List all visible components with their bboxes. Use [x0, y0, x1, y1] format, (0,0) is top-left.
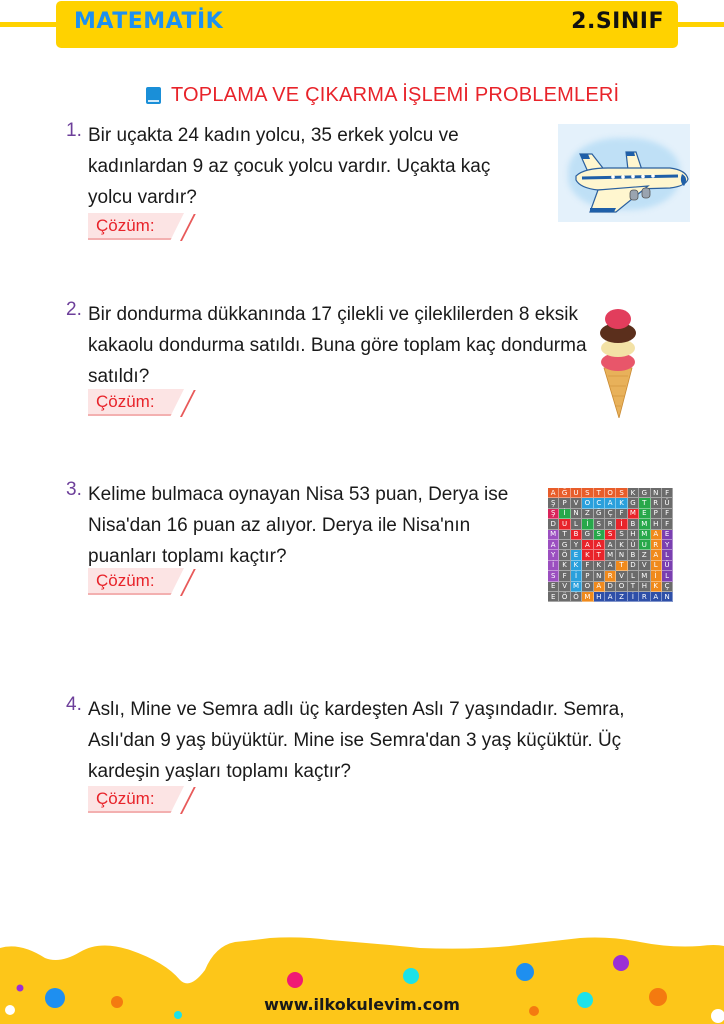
word-search-cell: Ğ: [594, 509, 605, 519]
word-search-cell: L: [662, 550, 673, 560]
word-search-cell: P: [651, 509, 662, 519]
word-search-cell: M: [639, 571, 650, 581]
word-search-cell: Z: [616, 592, 627, 602]
word-search-cell: K: [594, 561, 605, 571]
word-search-cell: Ç: [605, 509, 616, 519]
word-search-cell: N: [662, 592, 673, 602]
word-search-cell: D: [628, 561, 639, 571]
word-search-cell: R: [639, 592, 650, 602]
question-text: [88, 694, 624, 787]
word-search-cell: R: [651, 498, 662, 508]
word-search-cell: E: [571, 550, 582, 560]
word-search-cell: K: [559, 561, 570, 571]
question-number: 1.: [66, 120, 82, 141]
word-search-cell: K: [616, 498, 627, 508]
question-line: kardeşin yaşları toplamı kaçtır?: [88, 761, 351, 782]
word-search-cell: A: [605, 498, 616, 508]
question-line: Aslı, Mine ve Semra adlı üç kardeşten Aslı 7 yaşındadır. Semra,: [88, 699, 625, 720]
word-search-cell: A: [605, 561, 616, 571]
word-search-cell: V: [559, 582, 570, 592]
word-search-cell: N: [616, 550, 627, 560]
word-search-cell: B: [571, 530, 582, 540]
word-search-cell: T: [559, 530, 570, 540]
word-search-cell: M: [582, 592, 593, 602]
word-search-cell: D: [548, 519, 559, 529]
question-line: yolcu vardır?: [88, 187, 197, 208]
word-search-cell: M: [639, 519, 650, 529]
airplane-icon: [558, 124, 690, 222]
word-search-cell: B: [628, 519, 639, 529]
question-number: 2.: [66, 299, 82, 320]
word-search-cell: S: [616, 488, 627, 498]
question-line: Aslı'dan 9 yaş büyüktür. Mine ise Semra'dan 3 yaş küçüktür. Üç: [88, 730, 622, 751]
solution-tag-slash: [180, 787, 196, 814]
question-line: Bir dondurma dükkanında 17 çilekli ve çileklilerden 8 eksik: [88, 304, 579, 325]
solution-tag-slash: [180, 390, 196, 417]
word-search-cell: F: [662, 519, 673, 529]
word-search-cell: Ö: [559, 550, 570, 560]
word-search-cell: R: [605, 519, 616, 529]
solution-tag-slash: [180, 214, 196, 241]
word-search-cell: A: [651, 530, 662, 540]
word-search-cell: G: [559, 540, 570, 550]
word-search-cell: U: [639, 540, 650, 550]
word-search-cell: O: [582, 582, 593, 592]
word-search-cell: N: [594, 571, 605, 581]
word-search-cell: M: [628, 509, 639, 519]
word-search-cell: M: [548, 530, 559, 540]
word-search-cell: E: [548, 582, 559, 592]
word-search-cell: V: [616, 571, 627, 581]
word-search-cell: Ü: [662, 561, 673, 571]
worksheet-title-row: [146, 84, 619, 107]
word-search-cell: H: [594, 592, 605, 602]
word-search-cell: N: [651, 488, 662, 498]
word-search-cell: R: [605, 571, 616, 581]
word-search-cell: N: [571, 509, 582, 519]
word-search-cell: Ö: [571, 592, 582, 602]
word-search-cell: P: [582, 571, 593, 581]
question-line: kadınlardan 9 az çocuk yolcu vardır. Uçakta kaç: [88, 156, 491, 177]
question-text: [88, 299, 587, 392]
word-search-cell: A: [605, 592, 616, 602]
word-search-cell: G: [639, 488, 650, 498]
word-search-puzzle: [548, 488, 674, 602]
word-search-cell: H: [628, 530, 639, 540]
word-search-cell: L: [571, 519, 582, 529]
word-search-cell: S: [594, 519, 605, 529]
word-search-cell: H: [651, 519, 662, 529]
word-search-cell: İ: [559, 509, 570, 519]
word-search-cell: A: [548, 540, 559, 550]
word-search-cell: A: [651, 592, 662, 602]
word-search-cell: Ş: [548, 509, 559, 519]
word-search-cell: Ü: [628, 540, 639, 550]
word-search-cell: M: [605, 550, 616, 560]
word-search-cell: K: [651, 582, 662, 592]
solution-label: Çözüm:: [96, 392, 155, 411]
word-search-cell: F: [662, 509, 673, 519]
word-search-cell: Ü: [662, 498, 673, 508]
word-search-cell: H: [639, 582, 650, 592]
word-search-cell: İ: [582, 519, 593, 529]
word-search-cell: İ: [628, 592, 639, 602]
word-search-cell: A: [605, 540, 616, 550]
word-search-cell: O: [605, 488, 616, 498]
ice-cream-cone-illustration: [598, 306, 638, 418]
solution-label: Çözüm:: [96, 216, 155, 235]
word-search-cell: A: [651, 550, 662, 560]
word-search-cell: Y: [548, 550, 559, 560]
word-search-cell: V: [571, 498, 582, 508]
question-line: kakaolu dondurma satıldı. Buna göre toplam kaç dondurma: [88, 335, 587, 356]
word-search-cell: S: [616, 530, 627, 540]
word-search-cell: P: [559, 498, 570, 508]
word-search-cell: S: [582, 488, 593, 498]
footer-website-url[interactable]: www.ilkokulevim.com: [264, 995, 460, 1014]
word-search-cell: F: [582, 561, 593, 571]
word-search-cell: L: [651, 561, 662, 571]
word-search-cell: E: [639, 509, 650, 519]
word-search-cell: S: [548, 571, 559, 581]
word-search-cell: B: [628, 550, 639, 560]
question-line: Kelime bulmaca oynayan Nisa 53 puan, Derya ise: [88, 484, 509, 505]
word-search-cell: F: [559, 571, 570, 581]
word-search-cell: M: [639, 530, 650, 540]
word-search-cell: T: [616, 561, 627, 571]
word-search-cell: T: [628, 582, 639, 592]
word-search-cell: T: [594, 550, 605, 560]
solution-label: Çözüm:: [96, 789, 155, 808]
question-text: [88, 479, 508, 572]
word-search-cell: A: [548, 488, 559, 498]
solution-area[interactable]: [88, 786, 184, 813]
word-search-cell: G: [628, 498, 639, 508]
subject-title: MATEMATİK: [74, 9, 224, 34]
word-search-cell: T: [594, 488, 605, 498]
question-line: Bir uçakta 24 kadın yolcu, 35 erkek yolcu ve: [88, 125, 459, 146]
word-search-cell: C: [594, 498, 605, 508]
airplane-illustration: [558, 124, 690, 222]
word-search-cell: F: [616, 509, 627, 519]
word-search-cell: L: [662, 571, 673, 581]
word-search-cell: A: [594, 582, 605, 592]
solution-area[interactable]: [88, 213, 184, 240]
word-search-cell: S: [605, 530, 616, 540]
word-search-cell: E: [548, 592, 559, 602]
word-search-cell: U: [571, 488, 582, 498]
word-search-cell: İ: [651, 571, 662, 581]
word-search-cell: D: [605, 582, 616, 592]
word-search-cell: Ç: [662, 582, 673, 592]
solution-tag-slash: [180, 569, 196, 596]
grade-label: 2.SINIF: [571, 9, 664, 34]
question-number: 4.: [66, 694, 82, 715]
solution-area[interactable]: [88, 389, 184, 416]
word-search-cell: Y: [571, 540, 582, 550]
question-line: satıldı?: [88, 366, 150, 387]
question-line: puanları toplamı kaçtır?: [88, 546, 287, 567]
word-search-cell: F: [662, 488, 673, 498]
word-search-cell: Ğ: [559, 488, 570, 498]
word-search-cell: G: [582, 530, 593, 540]
word-search-cell: K: [582, 550, 593, 560]
word-search-cell: Ö: [559, 592, 570, 602]
word-search-cell: Z: [639, 550, 650, 560]
word-search-cell: A: [582, 540, 593, 550]
word-search-cell: L: [628, 571, 639, 581]
word-search-cell: V: [639, 561, 650, 571]
question-text: [88, 120, 490, 213]
word-search-cell: R: [651, 540, 662, 550]
word-search-cell: K: [628, 488, 639, 498]
word-search-cell: M: [571, 582, 582, 592]
word-search-cell: S: [594, 530, 605, 540]
solution-label: Çözüm:: [96, 571, 155, 590]
question-line: Nisa'dan 16 puan az alıyor. Derya ile Nisa'nın: [88, 515, 471, 536]
word-search-cell: A: [594, 540, 605, 550]
word-search-cell: İ: [571, 571, 582, 581]
worksheet-title: TOPLAMA VE ÇIKARMA İŞLEMİ PROBLEMLERİ: [171, 84, 620, 106]
word-search-cell: O: [616, 582, 627, 592]
word-search-cell: U: [559, 519, 570, 529]
word-search-cell: Z: [582, 509, 593, 519]
word-search-cell: O: [582, 498, 593, 508]
solution-area[interactable]: [88, 568, 184, 595]
word-search-cell: T: [639, 498, 650, 508]
word-search-cell: K: [616, 540, 627, 550]
word-search-cell: K: [571, 561, 582, 571]
word-search-cell: Ş: [548, 498, 559, 508]
word-search-cell: İ: [548, 561, 559, 571]
word-search-cell: E: [662, 530, 673, 540]
word-search-cell: Y: [662, 540, 673, 550]
book-icon: [146, 87, 161, 104]
question-number: 3.: [66, 479, 82, 500]
word-search-cell: İ: [616, 519, 627, 529]
